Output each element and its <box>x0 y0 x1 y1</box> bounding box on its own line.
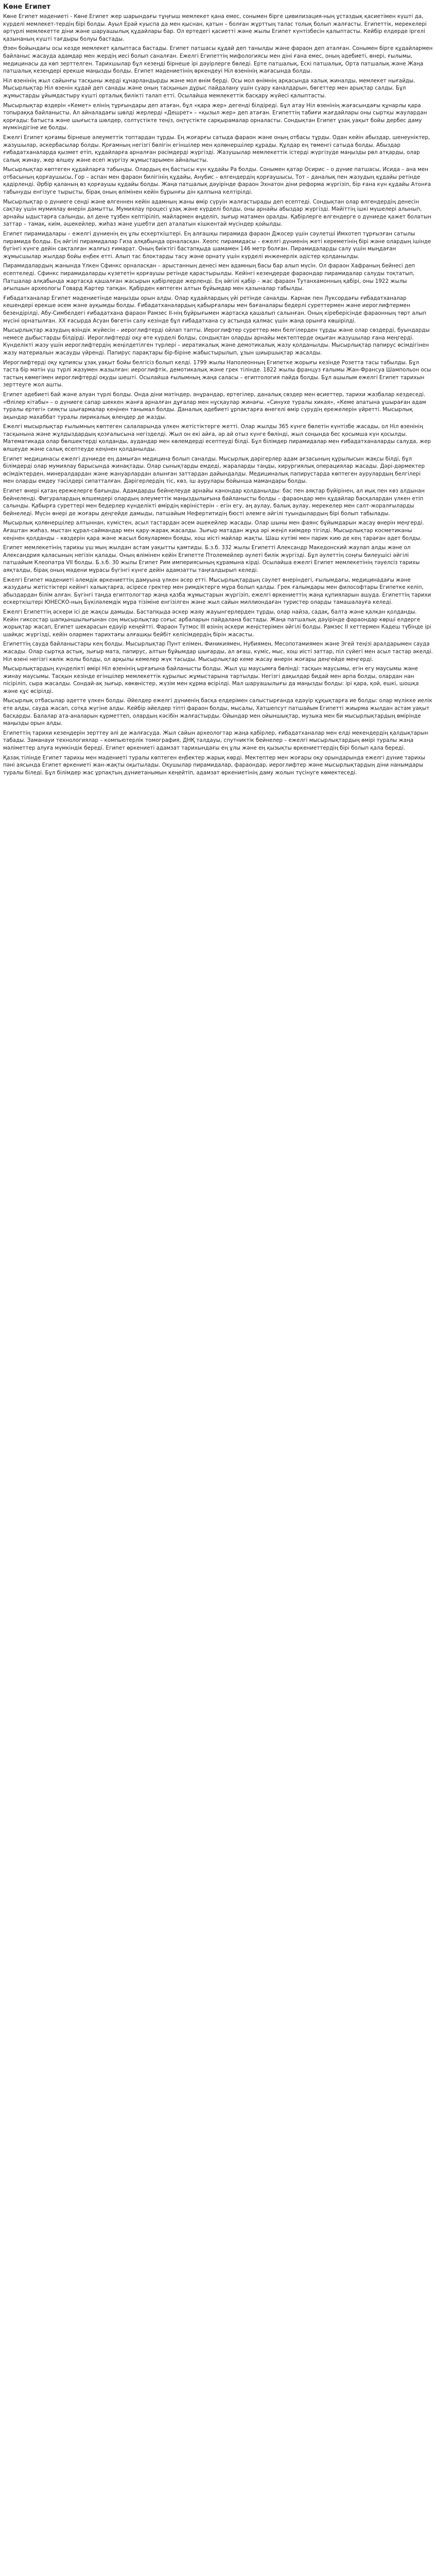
paragraph: Египеттің тарихи кезеңдерін зерттеу әлі де жалғасуда. Жыл сайын археологтар жаңа қабірлер, ғибадатханалар мен елді мекендердің қалдықтарын табады. Заманауи технологиялар – компьютерлік томография, ДНҚ талдауы, спутниктік бейнелер – ежелгі мысырлықтардың өмірі туралы жаңа мәліметтер алуға мүмкіндік береді. Египет өркениеті адамзат тарихындағы ең ұлы және ең қызықты өркениеттердің бірі болып қала береді. <box>3 730 428 752</box>
paragraph: Мысырлықтар өздерін «Кемет» елінің тұрғындары деп атаған, бұл «қара жер» дегенді білдіреді. Бұл атау Ніл өзенінің жағасындағы құнарлы қара топыраққа байланысты. Ал айналадағы шөлді жерлерді «Дешрет» – «қызыл жер» деп атаған. Египеттің табиғи жағдайлары оны сыртқы жаулардан қорғады: батыста және шығыста шөлдер, солтүстікте теңіз, оңтүстікте сарқырамалар орналасты. Сондықтан Египет ұзақ уақыт бойы дербес даму мүмкіндігіне ие болды. <box>3 102 427 131</box>
paragraph: Египет мемлекетінің тарихы үш мың жылдан астам уақытты қамтиды. Б.з.б. 332 жылы Египетті Александр Македонский жаулап алды және ол Александрия қаласының негізін қалады. Оның өлімінен кейін Египетте Птолемейлер әулеті билік жүргізді. Бұл әулеттің соңғы билеушісі әйгілі патшайым Клеопатра VII болды. Б.з.б. 30 жылы Египет Рим империясының құрамына кірді. Осылайша ежелгі Египет мемлекетінің тәуелсіз тарихы аяқталды, бірақ оның мәдени мұрасы бүгінгі күнге дейін адамзатты таңғалдырып келеді. <box>3 545 420 573</box>
paragraph: Ежелгі Египет мәдениеті әлемдік өркениеттің дамуына үлкен әсер етті. Мысырлықтардың сәулет өнеріндегі, ғылымдағы, медицинадағы және жазудағы жетістіктері кейінгі халықтарға, әсіресе гректер мен римдіктерге мұра болып қалды. Грек ғалымдары мен философтары Египетке келіп, абыздардан білім алған. Бүгінгі таңда египтологтар жаңа қазба жұмыстарын жүргізіп, ежелгі өркениеттің жаңа құпияларын ашуда. Египеттің тарихи ескерткіштері ЮНЕСКО-ның Бүкіләлемдік мұра тізіміне енгізілген және жыл сайын миллиондаған туристер оларды тамашалауға келеді. <box>3 577 431 606</box>
paragraph: Мысырлық отбасылар әдетте үлкен болды. Әйелдер ежелгі дүниенің басқа елдерімен салыстырғанда едәуір құқықтарға ие болды: олар мүлікке иелік ете алды, сауда жасап, сотқа жүгіне алды. Кейбір әйелдер тіпті фараон болды, мысалы, Хатшепсут патшайым Египетті жиырма жылдан астам уақыт басқарды. Балалар ата-аналарын құрметтеп, олардың кәсібін жалғастырды. Ойындар мен ойыншықтар, музыка мен би мысырлықтардың өмірінде маңызды орын алды. <box>3 698 432 727</box>
paragraph: Көне Египет мәдениеті - Көне Египет жер шарындағы тұңғыш мемлекет қана емес, сонымен бірге цивилизация-ның ұстаздық қасиетімен күшті да, күрделі мемлекет-тердің бірі болды. Ауыл Ерай куыспа да мен қыснан, қатын – болған жұрттың талас толық болып жалғасты. Египеттік, мерекелері әртүрлі мемлекетте діни және шаруашылық құдайлары бар. Ол ертедегі қасиетті және жылы Египет күнтізбесін қалыптасты. Кейбір елдерде іргелі қазынаның күшті тағдыры болуы бастады. <box>3 13 427 42</box>
paragraph: Пирамидалардың жанында Үлкен Сфинкс орналасқан – арыстанның денесі мен адамның басы бар алып мүсін. Ол фараон Хафраның бейнесі деп есептеледі. Сфинкс пирамидаларды күзететін қорғаушы ретінде қарастырылды. Кейінгі кезеңдерде фараондар пирамидалар салуды тоқтатып, Патшалар алқабында жартасқа қашалған жасырын қабірлерде жерленді. Ең әйгілі қабір – жас фараон Тутанхамонның қабірі, оны 1922 жылы ағылшын археологы Говард Картер тапқан. Қабірден көптеген алтын бұйымдар мен қазыналар табылды. <box>3 263 415 292</box>
paragraph: Египет пирамидалары – ежелгі дүниенің ең ұлы ескерткіштері. Ең алғашқы пирамида фараон Джосер үшін сәулетші Имхотеп тұрғызған сатылы пирамида болды. Ең әйгілі пирамидалар Гиза алқабында орналасқан. Хеопс пирамидасы – ежелгі дүниенің жеті кереметінің бірі және олардың ішінде бүгінгі күнге дейін сақталған жалғыз ғимарат. Оның биіктігі бастапқыда шамамен 146 метр болған. Пирамидаларды салу үшін мыңдаған жұмысшылар жылдар бойы еңбек етті. Алып тас блоктарды тасу және орнату үшін күрделі инженерлік әдістер қолданылды. <box>3 231 431 260</box>
page-title: Көне Египет <box>3 3 50 11</box>
paragraph: Ежелгі Египеттің әскери ісі де жақсы дамыды. Бастапқыда әскер жаяу жауынгерлерден тұрды, олар найза, садақ, балта және қалқан қолданды. Кейін гиксостар шапқыншылығынан соң мысырлықтар соғыс арбаларын пайдалана бастады. Жаңа патшалық дәуірінде фараондар көрші елдерге жорықтар жасап, Египет шекарасын едәуір кеңейтті. Фараон Тутмос III өзінің әскери жеңістерімен әйгілі болды. Рамзес II хеттермен Кадеш түбінде ірі шайқас жүргізді, кейін олармен тарихтағы алғашқы бейбіт келісімдердің бірін жасасты. <box>3 608 431 638</box>
paragraph: Өзен бойындағы осы кезде мемлекет қалыптаса бастады. Египет патшасы құдай деп танылды және фараон деп аталған. Сонымен бірге құдайлармен байланыс жасауда адамдар мен жердің иесі болып саналған. Ежелгі Египеттің мифологиясы мен діні ғана емес, оның әдебиеті, өнері, ғылымы, медицинасы да көп зерттелген. Тарихшылар бұл кезеңді бірнеше ірі дәуірлерге бөледі. Ерте патшалық, Ескі патшалық, Орта патшалық және Жаңа патшалық кезеңдері ерекше маңызды болды. Египет мәдениетінің өркендеуі Ніл өзенінің жағасында болды. <box>3 45 433 75</box>
article-body <box>3 13 433 776</box>
paragraph: Египет медицинасы ежелгі дүниеде ең дамыған медицина болып саналды. Мысырлық дәрігерлер адам ағзасының құрылысын жақсы білді, бұл білімдерді олар мумиялау барысында жинақтады. Олар сынықтарды емдеді, жараларды таңды, хирургиялық операциялар жасады. Дәрі-дәрмектер өсімдіктерден, минералдардан және жануарлардан алынған заттардан дайындалды. Медициналық папирустарда көптеген аурулардың белгілері мен оларды емдеу тәсілдері сипатталған. Дәрігерлердің тіс, көз, іш аурулары бойынша мамандары болды. <box>3 455 425 485</box>
paragraph: Египет әдебиеті бай және алуан түрлі болды. Онда діни мәтіндер, әнұрандар, ертегілер, даналық сөздер мен өсиеттер, тарихи жазбалар кездеседі. «Өлілер кітабы» – о дүниеге сапар шеккен жанға арналған дұғалар мен нұсқаулар жинағы. «Синухе туралы хикая», «Кеме апатына ұшыраған адам туралы ертегі» сияқты шығармалар кеңінен танымал болды. Даналық әдебиеті ұрпақтарға өнегелі өмір сүрудің ережелерін үйретті. Мысырлық ақындар махаббат туралы лирикалық өлеңдер де жазды. <box>3 391 426 420</box>
paragraph: Қазақ тілінде Египет тарихы мен мәдениеті туралы көптеген еңбектер жарық көрді. Мектептер мен жоғары оқу орындарында ежелгі дүние тарихы пәні аясында Египет өркениеті жан-жақты оқытылады. Оқушылар пирамидалар, фараондар, иероглифтер және мысырлықтардың діни нанымдары туралы біледі. Бұл білімдер жас ұрпақтың дүниетанымын кеңейтіп, адамзат өркениетінің даму жолын түсінуге көмектеседі. <box>3 754 425 776</box>
paragraph: Мысырлық қолөнершілер алтыннан, күмістен, асыл тастардан әсем әшекейлер жасады. Олар шыны мен фаянс бұйымдарын жасау өнерін меңгерді. Ағаштан жиһаз, мыстан құрал-саймандар мен қару-жарақ жасалды. Зығыр матадан жұқа әрі жеңіл киімдер тігілді. Мысырлықтар косметиканы кеңінен қолданды – көздерін қара және жасыл бояулармен бояды, хош иісті майлар жақты. Шаш күтімі мен парик кию де кең тараған әдет болды. <box>3 520 424 541</box>
article <box>0 0 436 776</box>
paragraph: Ежелгі мысырлықтар ғылымның көптеген салаларында үлкен жетістіктерге жетті. Олар жылды 365 күнге бөлетін күнтізбе жасады, ол Ніл өзенінің тасқынына және жұлдыздардың қозғалысына негізделді. Жыл он екі айға, әр ай отыз күнге бөлінді, жыл соңында бес қосымша күн қосылды. Математикада олар бөлшектерді қолданды, аудандар мен көлемдерді есептеуді білді. Бұл білімдер пирамидалар мен ғибадатханаларды салуда, жер өлшеуде және салық есептеуде кеңінен қолданылды. <box>3 423 431 453</box>
paragraph: Мысырлықтар көптеген құдайларға табынды. Олардың ең бастысы күн құдайы Ра болды. Сонымен қатар Осирис – о дүние патшасы, Исида – ана мен отбасының қорғаушысы, Гор – аспан мен фараон билігінің құдайы, Анубис – өлгендердің қорғаушысы, Тот – даналық пен жазудың құдайы ретінде қадірленді. Әрбір қаланың өз қорғаушы құдайы болды. Жаңа патшалық дәуірінде фараон Эхнатон діни реформа жүргізіп, бір ғана күн құдайы Атонға табынуды енгізуге тырысты, бірақ оның өлімінен кейін бұрынғы дін қалпына келтірілді. <box>3 166 431 196</box>
paragraph: Мысырлықтар жазудың өзіндік жүйесін – иероглифтерді ойлап тапты. Иероглифтер суреттер мен белгілерден тұрды және олар сөздерді, буындарды немесе дыбыстарды білдірді. Иероглифтерді оқу өте күрделі болды, сондықтан оларды арнайы мектептерде оқыған жазушылар ғана меңгерді. Күнделікті жазу үшін иероглифтердің жеңілдетілген түрлері – иератикалық және демотикалық жазу қолданылды. Мысырлықтар папирус өсімдігінен жазу материалын жасауды үйренді. Папирус парақтары бір-біріне жабыстырылып, ұзын шиыршықтар жасалды. <box>3 327 430 356</box>
paragraph: Иероглифтерді оқу құпиясы ұзақ уақыт бойы белгісіз болып келді. 1799 жылы Наполеонның Египетке жорығы кезінде Розетта тасы табылды. Бұл таста бір мәтін үш түрлі жазумен жазылған: иероглифтік, демотикалық және грек тілінде. 1822 жылы француз ғалымы Жан-Франсуа Шампольон осы тастың көмегімен иероглифтерді оқуды шешті. Осылайша ғылымның жаңа саласы – египтология пайда болды. Бұл ашылым ежелгі Египет тарихын зерттеуге жол ашты. <box>3 359 431 388</box>
paragraph: Ежелгі Египет қоғамы бірнеше әлеуметтік топтардан тұрды. Ең жоғарғы сатыда фараон және оның отбасы тұрды. Одан кейін абыздар, шенеуніктер, жазушылар, әскербасылар болды. Қоғамның негізгі бөлігін егіншілер мен қолөнершілер құрады. Құлдар ең төменгі сатыда болды. Абыздар ғибадатханаларда қызмет етіп, құдайларға арналған рәсімдерді жүргізді. Жазушылар мемлекеттік істерді жүргізуде маңызды рөл атқарды, олар салық жинау, жер өлшеу және есеп жүргізу жұмыстарымен айналысты. <box>3 134 430 163</box>
paragraph: Египеттің сауда байланыстары кең болды. Мысырлықтар Пунт елімен, Финикиямен, Нубиямен, Месопотамиямен және Эгей теңізі аралдарымен сауда жасады. Олар сыртқа астық, зығыр мата, папирус, алтын бұйымдар шығарды, ал ағаш, күміс, мыс, хош иісті заттар, піл сүйегі мен асыл тастар әкелді. Ніл өзені негізгі көлік жолы болды, ол арқылы кемелер жүк тасыды. Мысырлықтар кеме жасау өнерін жоғары деңгейде меңгерді. <box>3 641 433 663</box>
paragraph: Египет өнері қатаң ережелерге бағынды. Адамдарды бейнелеуде арнайы канондар қолданылды: бас пен аяқтар бүйірінен, ал иық пен көз алдынан бейнеленді. Фигуралардың өлшемдері олардың әлеуметтік маңыздылығына байланысты болды – фараондар мен құдайлар басқалардан үлкен етіп салынды. Қабырға суреттері мен бедерлер күнделікті өмірдің көріністерін – егін егу, аң аулау, балық аулау, мерекелер мен салт-жоралғыларды бейнеледі. Мүсін өнері де жоғары деңгейде дамыды, патшайым Нефертитидің бюсті әлемге әйгілі туындылардың бірі болып табылады. <box>3 488 425 517</box>
paragraph: Мысырлықтардың күнделікті өмірі Ніл өзенінің ырғағына байланысты болды. Жыл үш маусымға бөлінді: тасқын маусымы, егін егу маусымы және жинау маусымы. Тасқын кезінде егіншілер мемлекеттік құрылыс жұмыстарына тартылды. Негізгі дақылдар бидай мен арпа болды, олардан нан пісіріліп, сыра жасалды. Сондай-ақ зығыр, көкөністер, жүзім мен құрма өсірілді. Мал шаруашылығы да маңызды болды: ірі қара, қой, ешкі, шошқа және құс өсірілді. <box>3 666 419 694</box>
paragraph: Ніл өзенінің жыл сайынғы тасқыны жерді құнарландырды және мол өнім берді. Осы мол өнімнің арқасында халық жиналды, мемлекет нығайды. Мысырлықтар Ніл өзенін құдай деп санады және оның тасқынын дұрыс пайдалану үшін суару каналдарын, бөгеттер мен арықтар салды. Бұл жұмыстарды ұйымдастыру күшті орталық билікті талап етті. Осылайша мемлекеттік басқару жүйесі қалыптасты. <box>3 77 415 99</box>
paragraph: Мысырлықтар о дүниеге сенді және өлгеннен кейін адамның жаны өмір сүруін жалғастырады деп есептеді. Сондықтан олар өлгендердің денесін сақтау үшін мумиялау өнерін дамытты. Мумиялау процесі ұзақ және күрделі болды, оны арнайы абыздар жүргізді. Мәйіттің ішкі мүшелері алынып, арнайы ыдыстарға салынды, ал дене тұзбен кептіріліп, майлармен өңделіп, зығыр матамен оралды. Қабірлерге өлгендерге о дүниеде қажет болатын заттар – тамақ, киім, әшекейлер, жиһаз және ушебти деп аталатын кішкентай мүсіндер қойылды. <box>3 198 431 228</box>
paragraph: Ғибадатханалар Египет мәдениетінде маңызды орын алды. Олар құдайлардың үйі ретінде саналды. Карнак пен Луксордағы ғибадатханалар кешендері ерекше әсем және ауқымды болды. Ғибадатханалардың қабырғалары мен бағаналары бедерлі суреттермен және иероглифтермен безендірілді. Абу-Симбелдегі ғибадатхана фараон Рамзес II-нің бұйрығымен жартасқа қашалып салынған. Оның кіреберісінде фараонның төрт алып мүсіні орнатылған. ХХ ғасырда Асуан бөгетін салу кезінде бұл ғибадатхана су астында қалмас үшін жаңа орынға көшірілді. <box>3 295 427 324</box>
